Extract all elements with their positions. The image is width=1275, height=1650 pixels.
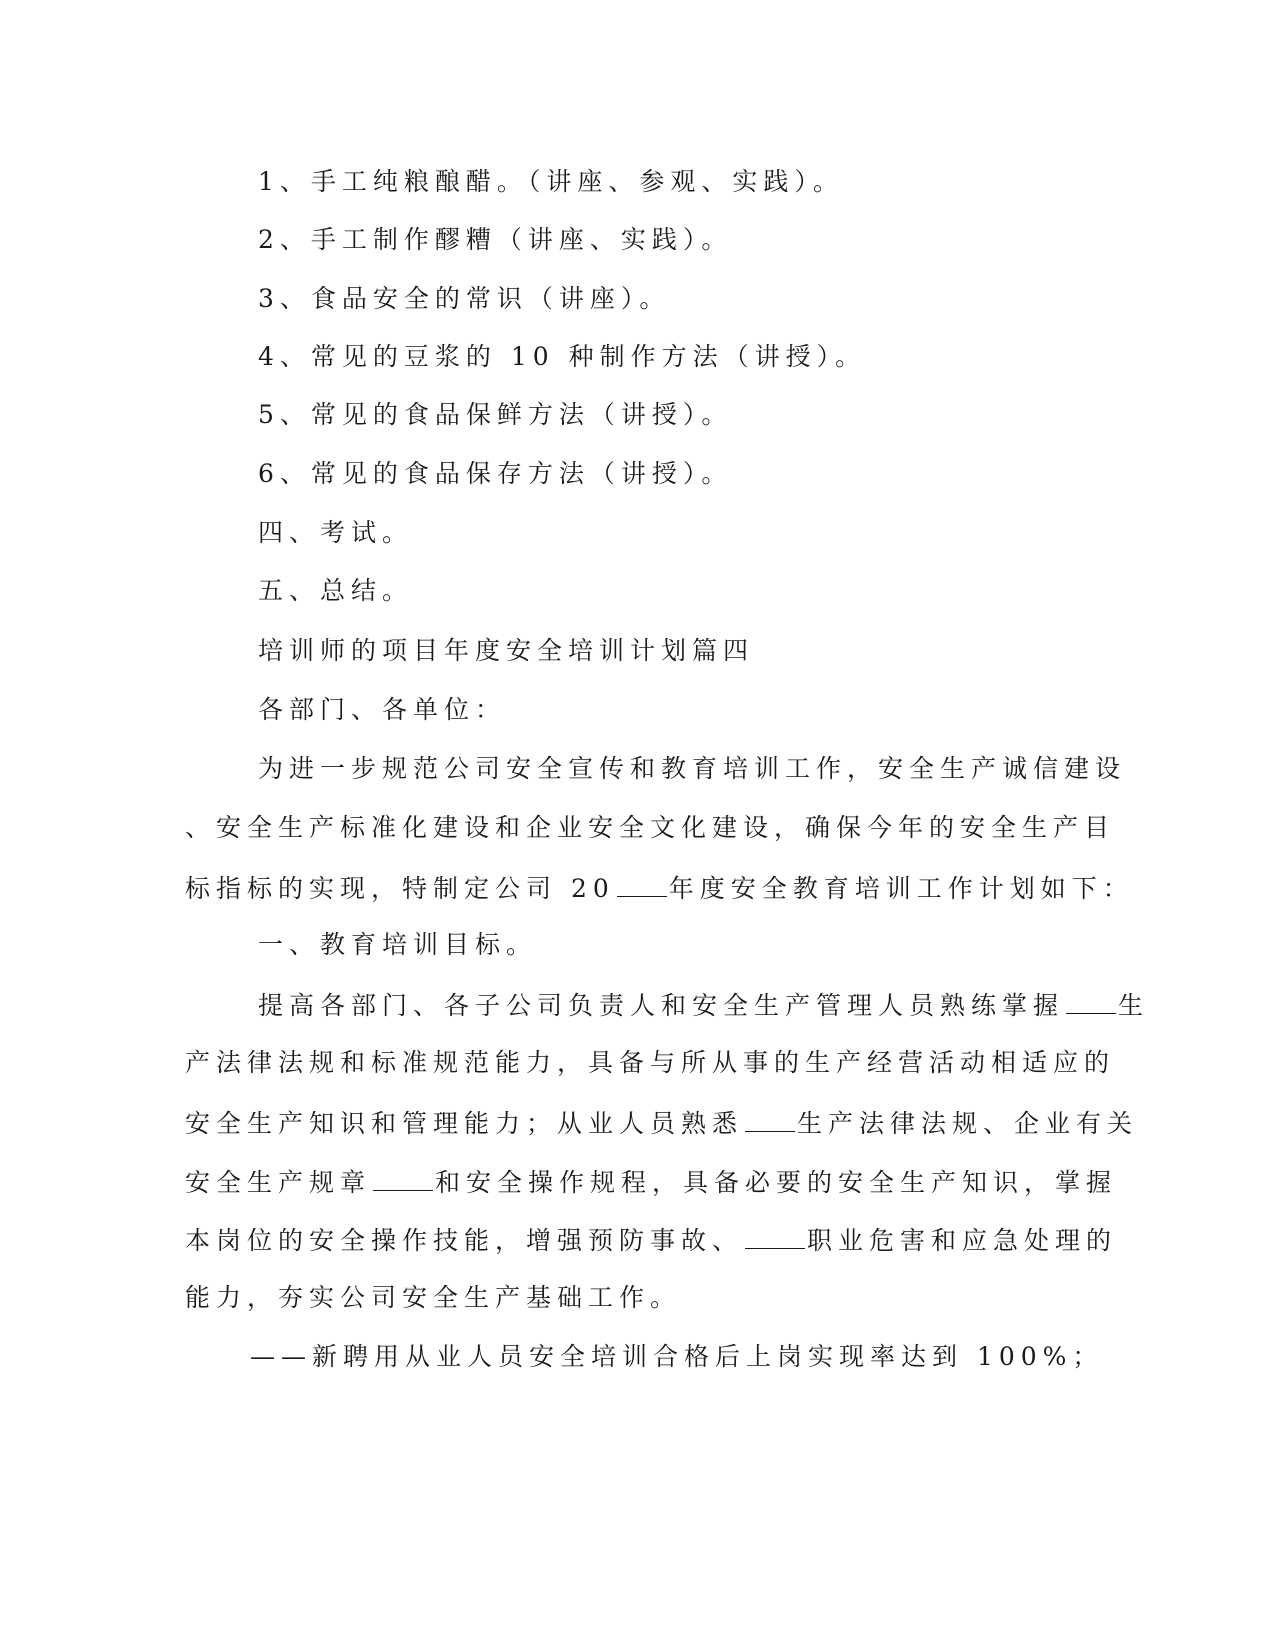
- goal-paragraph-line: 产法律法规和标准规范能力，具备与所从事的生产经营活动相适应的: [185, 1048, 1116, 1077]
- goal-paragraph-line: [185, 1105, 1139, 1141]
- goal-text: 安全生产规章: [185, 1168, 372, 1197]
- section-heading: 五、总结。: [258, 576, 414, 605]
- list-item: 3、食品安全的常识（讲座）。: [258, 284, 671, 313]
- goal-text: 生产法律法规、企业有关: [797, 1109, 1139, 1138]
- goal-text: 安全生产知识和管理能力；从业人员熟悉: [185, 1109, 744, 1138]
- blank-underline: [1066, 987, 1116, 1014]
- blank-underline: [745, 1222, 805, 1249]
- list-item: 6、常见的食品保存方法（讲授）。: [258, 459, 733, 488]
- blank-underline: [373, 1164, 433, 1191]
- list-item: 2、手工制作醪糟（讲座、实践）。: [258, 225, 733, 254]
- intro-text: 年度安全教育培训工作计划如下：: [668, 874, 1134, 903]
- goal-paragraph-line: [258, 987, 1148, 1023]
- intro-paragraph-line: 为进一步规范公司安全宣传和教育培训工作，安全生产诚信建设: [258, 754, 1127, 783]
- intro-text: 标指标的实现，特制定公司 20: [185, 874, 615, 903]
- salutation: 各部门、各单位：: [258, 695, 507, 724]
- goal-paragraph-line: [185, 1164, 1118, 1200]
- blank-underline: [745, 1105, 795, 1132]
- goal-paragraph-line: [185, 1222, 1118, 1258]
- section-heading: 一、教育培训目标。: [258, 930, 538, 959]
- article-title: 培训师的项目年度安全培训计划篇四: [258, 636, 755, 665]
- target-line: ——新聘用从业人员安全培训合格后上岗实现率达到 100%；: [250, 1342, 1104, 1371]
- intro-paragraph-line: 、安全生产标准化建设和企业安全文化建设，确保今年的安全生产目: [185, 813, 1116, 842]
- blank-underline: [617, 870, 667, 897]
- goal-paragraph-line: 能力，夯实公司安全生产基础工作。: [185, 1283, 682, 1312]
- goal-text: 和安全操作规程，具备必要的安全生产知识，掌握: [435, 1168, 1118, 1197]
- intro-paragraph-line: [185, 870, 1134, 906]
- goal-text: 本岗位的安全操作技能，增强预防事故、: [185, 1226, 744, 1255]
- list-item: 1、手工纯粮酿醋。（讲座、参观、实践）。: [258, 167, 844, 196]
- section-heading: 四、考试。: [258, 518, 414, 547]
- list-item: 5、常见的食品保鲜方法（讲授）。: [258, 400, 733, 429]
- goal-text: 职业危害和应急处理的: [807, 1226, 1118, 1255]
- goal-text: 生: [1118, 991, 1150, 1020]
- list-item: 4、常见的豆浆的 10 种制作方法（讲授）。: [258, 342, 867, 371]
- goal-text: 提高各部门、各子公司负责人和安全生产管理人员熟练掌握: [258, 991, 1065, 1020]
